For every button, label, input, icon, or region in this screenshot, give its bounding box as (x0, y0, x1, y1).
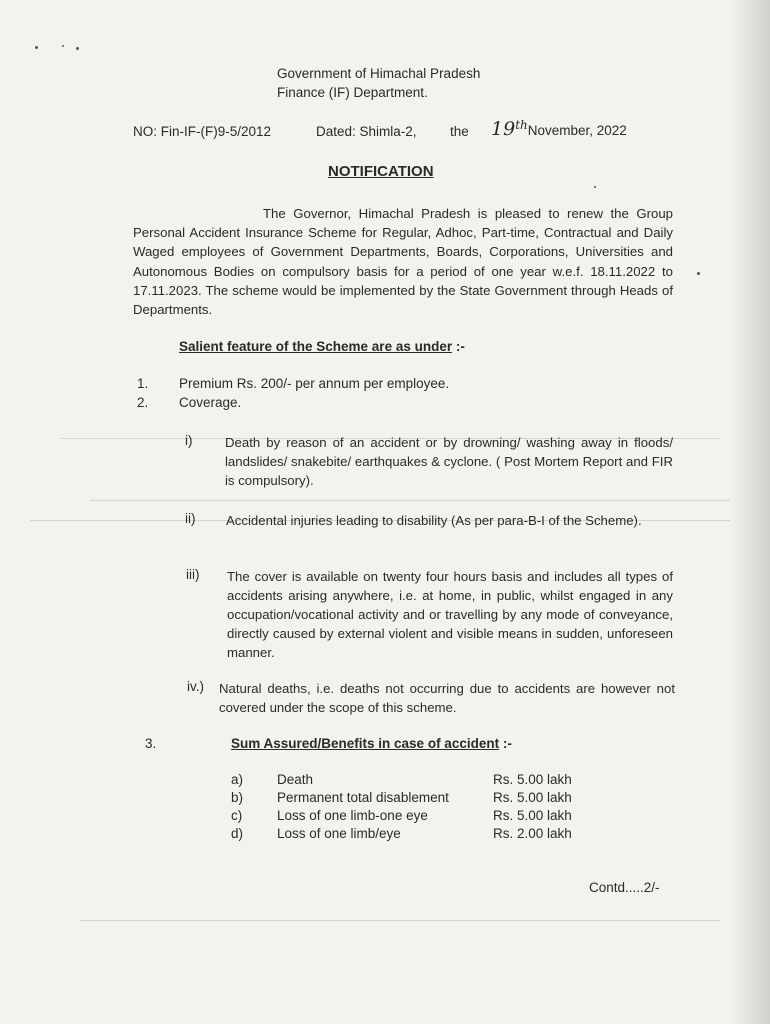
reference-number: NO: Fin-IF-(F)9-5/2012 (133, 124, 272, 139)
salient-heading (179, 339, 465, 354)
coverage-number: i) (185, 433, 193, 448)
section-number: 3. (145, 736, 157, 751)
salient-heading-text: Salient feature of the Scheme are as under (179, 339, 453, 354)
handwritten-day-suffix: th (515, 118, 528, 132)
handwritten-day: 19 (491, 118, 516, 140)
scan-streak (80, 920, 720, 921)
benefit-item: Loss of one limb-one eye (277, 808, 428, 823)
point-text: Coverage. (179, 395, 242, 410)
benefit-label: c) (231, 808, 243, 823)
benefit-item: Permanent total disablement (277, 790, 449, 805)
benefit-label: d) (231, 826, 244, 841)
header-department: Finance (IF) Department. (277, 85, 428, 100)
section-heading (231, 736, 512, 751)
point-text: Premium Rs. 200/- per annum per employee. (179, 376, 450, 391)
benefit-amount: Rs. 5.00 lakh (493, 790, 572, 805)
point-number: 1. (137, 376, 149, 391)
scan-speck (594, 186, 596, 188)
body-paragraph-text: The Governor, Himachal Pradesh is pleased to renew the Group Personal Accident Insurance Scheme for Regular, Adhoc, Part-time, Contractual and Daily Waged employees of Government Departments, Boards, Corporations, Universities and Autonomous Bodies on compulsory basis for a period of one year w.e.f. 18.11.2022 to 17.11.2023. The scheme would be implemented by the State Government through Heads of Departments. (133, 206, 673, 318)
benefit-item: Death (277, 772, 314, 787)
coverage-number: iii) (186, 567, 200, 582)
coverage-number: ii) (185, 511, 196, 526)
scan-streak (90, 500, 730, 501)
reference-dated: Dated: Shimla-2, (316, 124, 417, 139)
reference-the: the (450, 124, 469, 139)
benefit-label: b) (231, 790, 244, 805)
body-paragraph (133, 204, 673, 319)
scan-edge-shadow (730, 0, 770, 1024)
continued-marker: Contd.....2/- (589, 880, 660, 895)
section-heading-suffix: :- (502, 736, 512, 751)
scan-speck (62, 45, 64, 47)
coverage-text: Accidental injuries leading to disability (As per para-B-I of the Scheme). (226, 513, 642, 528)
point-number: 2. (137, 395, 149, 410)
scan-speck (76, 47, 79, 50)
coverage-text: Natural deaths, i.e. deaths not occurring due to accidents are however not covered under the scope of this scheme. (219, 681, 675, 715)
benefit-amount: Rs. 5.00 lakh (493, 772, 572, 787)
benefit-item: Loss of one limb/eye (277, 826, 401, 841)
reference-date (491, 118, 627, 140)
header-government: Government of Himachal Pradesh (277, 66, 481, 81)
notification-title: NOTIFICATION (328, 163, 434, 180)
reference-month-year: November, 2022 (527, 123, 627, 138)
scan-speck (35, 46, 38, 49)
coverage-number: iv.) (187, 679, 204, 694)
scan-speck (697, 272, 700, 275)
coverage-text: Death by reason of an accident or by drowning/ washing away in floods/ landslides/ snakebite/ earthquakes & cyclone. ( Post Mortem Report and FIR is compulsory). (225, 435, 673, 488)
benefit-amount: Rs. 2.00 lakh (493, 826, 572, 841)
coverage-text: The cover is available on twenty four hours basis and includes all types of accidents arising anywhere, i.e. at home, in public, whilst engaged in any occupation/vocational activity and or travelling by any mode of conveyance, directly caused by external violent and visible means in sudden, unforeseen manner. (227, 569, 673, 660)
section-heading-text: Sum Assured/Benefits in case of accident (231, 736, 500, 751)
salient-heading-suffix: :- (455, 339, 465, 354)
benefit-amount: Rs. 5.00 lakh (493, 808, 572, 823)
benefit-label: a) (231, 772, 244, 787)
